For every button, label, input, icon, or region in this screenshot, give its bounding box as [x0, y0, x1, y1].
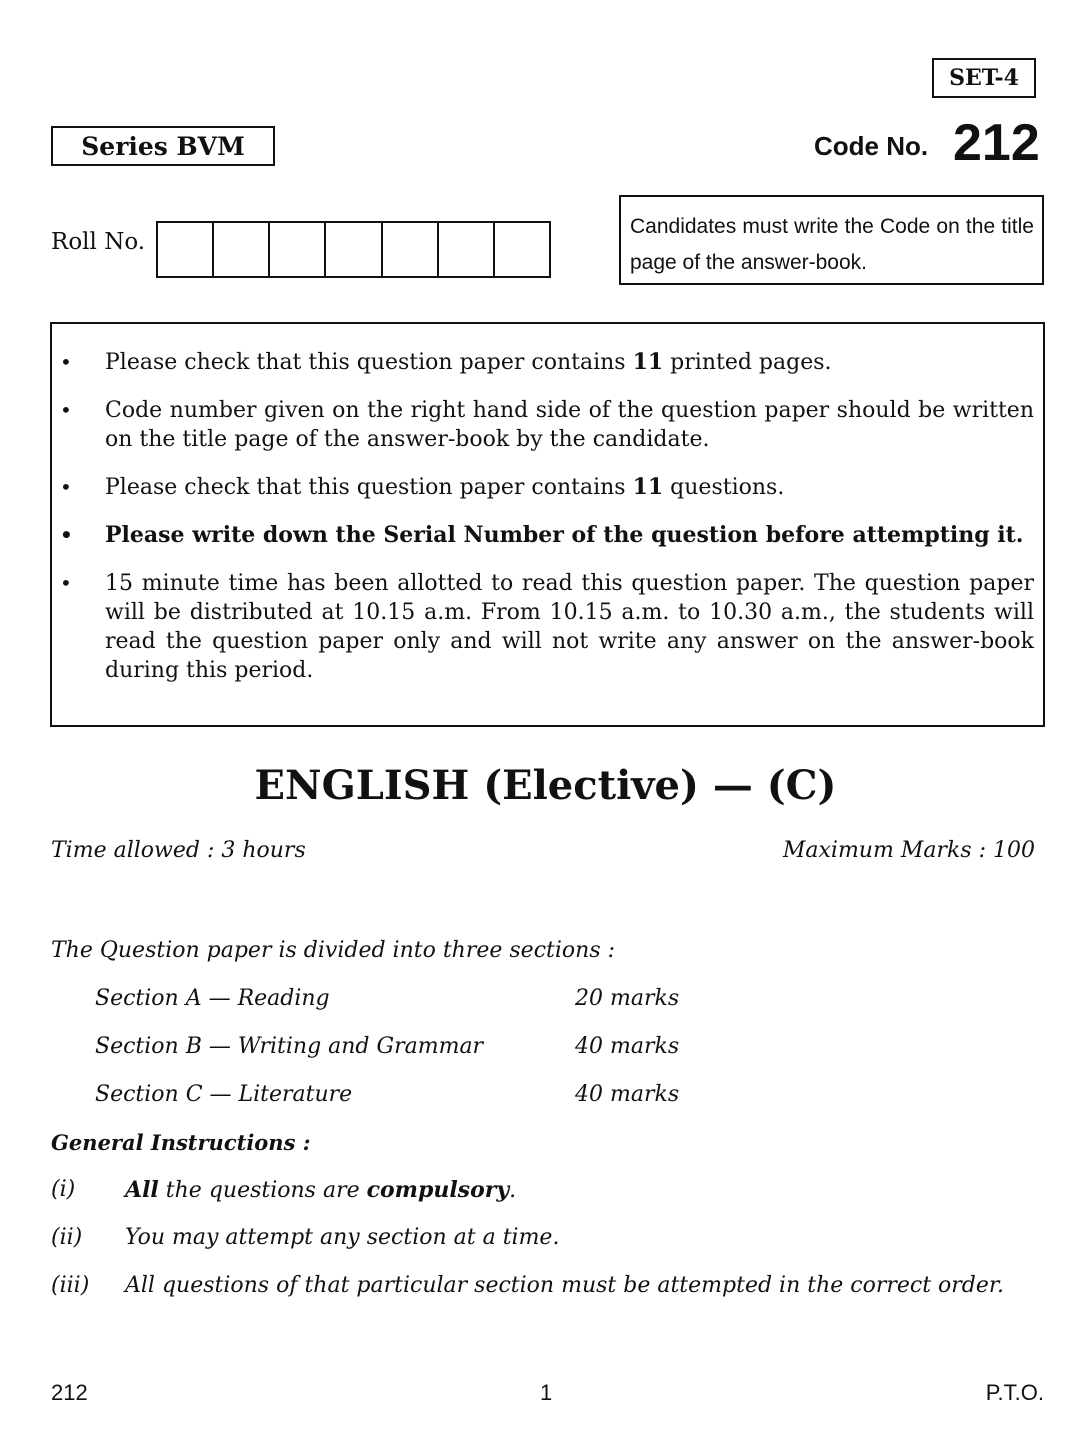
section-name: Section B — Writing and Grammar	[95, 1034, 484, 1059]
set-label: SET-4	[932, 58, 1036, 98]
candidates-note: Candidates must write the Code on the title page of the answer-book.	[619, 195, 1044, 285]
time-allowed: Time allowed : 3 hours	[51, 838, 306, 863]
section-name: Section C — Literature	[95, 1082, 353, 1107]
section-marks: 40 marks	[575, 1082, 680, 1107]
roll-number-label: Roll No.	[51, 229, 146, 255]
instruction-text: All questions of that particular section must be attempted in the correct order.	[125, 1273, 1004, 1298]
roll-number-box	[326, 223, 382, 276]
instruction-number: (i)	[51, 1177, 76, 1202]
footer-code: 212	[51, 1380, 88, 1405]
instruction-pages: • Please check that this question paper contains 11 printed pages.	[105, 348, 1034, 377]
roll-number-box	[495, 223, 549, 276]
series-label: Series BVM	[51, 126, 275, 166]
code-label: Code No.	[814, 131, 929, 161]
instructions-box	[50, 322, 1045, 727]
instruction-text: All the questions are compulsory.	[125, 1177, 517, 1203]
instruction-reading-time: • 15 minute time has been allotted to read this question paper. The question paper will be distributed at 10.15 a.m. From 10.15 a.m. to 10.30 a.m., the students will read the question paper only and will not write any answer on the answer-book during this period.	[105, 569, 1034, 685]
general-instructions-heading: General Instructions :	[51, 1130, 311, 1155]
roll-number-boxes	[156, 221, 551, 278]
roll-number-box	[439, 223, 495, 276]
section-marks: 40 marks	[575, 1034, 680, 1059]
roll-number-box	[158, 223, 214, 276]
roll-number-box	[383, 223, 439, 276]
instruction-number: (ii)	[51, 1225, 83, 1250]
section-marks: 20 marks	[575, 986, 680, 1011]
section-name: Section A — Reading	[95, 986, 330, 1011]
page-number: 1	[540, 1380, 553, 1405]
instruction-number: (iii)	[51, 1273, 90, 1298]
sections-intro: The Question paper is divided into three sections :	[51, 938, 616, 963]
instruction-serial-number: • Please write down the Serial Number of the question before attempting it.	[105, 521, 1034, 550]
instruction-code-number: • Code number given on the right hand side of the question paper should be written on the title page of the answer-book by the candidate.	[105, 396, 1034, 454]
roll-number-box	[214, 223, 270, 276]
code-number: 212	[953, 114, 1040, 172]
instruction-questions: • Please check that this question paper contains 11 questions.	[105, 473, 1034, 502]
instruction-text: You may attempt any section at a time.	[125, 1225, 560, 1250]
roll-number-box	[270, 223, 326, 276]
maximum-marks: Maximum Marks : 100	[782, 838, 1035, 863]
please-turn-over: P.T.O.	[985, 1380, 1044, 1405]
subject-title: ENGLISH (Elective) — (C)	[254, 762, 837, 809]
